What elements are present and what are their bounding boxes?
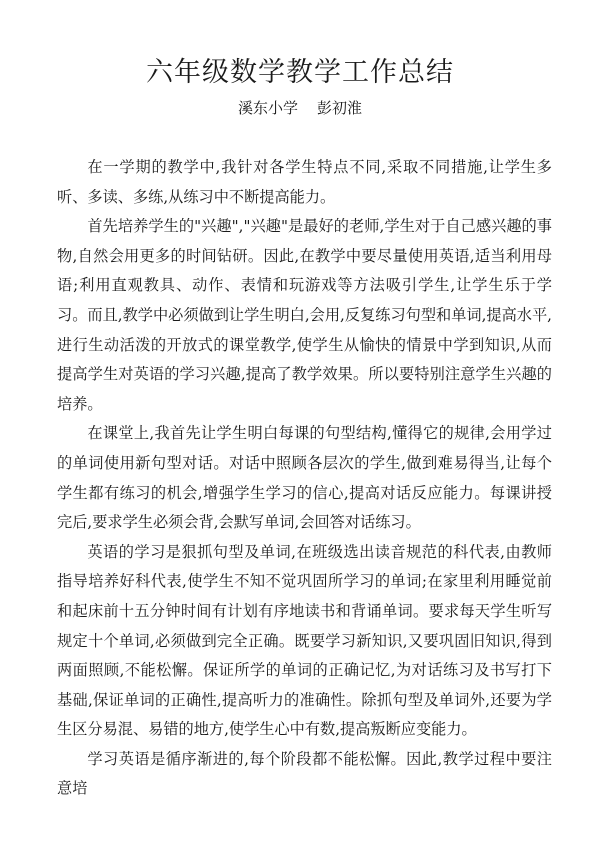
paragraph: 英语的学习是狠抓句型及单词,在班级选出读音规范的科代表,由教师指导培养好科代表,使学生不知不觉巩固所学习的单词;在家里利用睡觉前和起床前十五分钟时间有计划有序地读书和背诵单词。要求每天学生听写规定十个单词,必须做到完全正确。既要学习新知识,又要巩固旧知识,得到两面照顾,不能松懈。保证所学的单词的正确记忆,为对话练习及书写打下基础,保证单词的正确性,提高听力的准确性。除抓句型及单词外,还要为学生区分易混、易错的地方,使学生心中有数,提高叛断应变能力。	[57, 542, 552, 739]
document-body	[57, 153, 552, 804]
paragraph: 在课堂上,我首先让学生明白每课的句型结构,懂得它的规律,会用学过的单词使用新句型对话。对话中照顾各层次的学生,做到难易得当,让每个学生都有练习的机会,增强学生学习的信心,提高对话反应能力。每课讲授完后,要求学生必须会背,会默写单词,会回答对话练习。	[57, 424, 552, 532]
author-line: 溪东小学 彭初淮	[237, 99, 363, 117]
paragraph: 首先培养学生的"兴趣","兴趣"是最好的老师,学生对于自己感兴趣的事物,自然会用更多的时间钻研。因此,在教学中要尽量使用英语,适当利用母语;利用直观教具、动作、表情和玩游戏等方法吸引学生,让学生乐于学习。而且,教学中必须做到让学生明白,会用,反复练习句型和单词,提高水平,进行生动活泼的开放式的课堂教学,使学生从愉快的情景中学到知识,从而提高学生对英语的学习兴趣,提高了教学效果。所以要特别注意学生兴趣的培养。	[57, 217, 552, 413]
document-title: 六年级数学教学工作总结	[146, 57, 454, 88]
paragraph: 学习英语是循序渐进的,每个阶段都不能松懈。因此,教学过程中要注意培	[57, 749, 552, 798]
paragraph: 在一学期的教学中,我针对各学生特点不同,采取不同措施,让学生多听、多读、多练,从练习中不断提高能力。	[57, 158, 552, 206]
